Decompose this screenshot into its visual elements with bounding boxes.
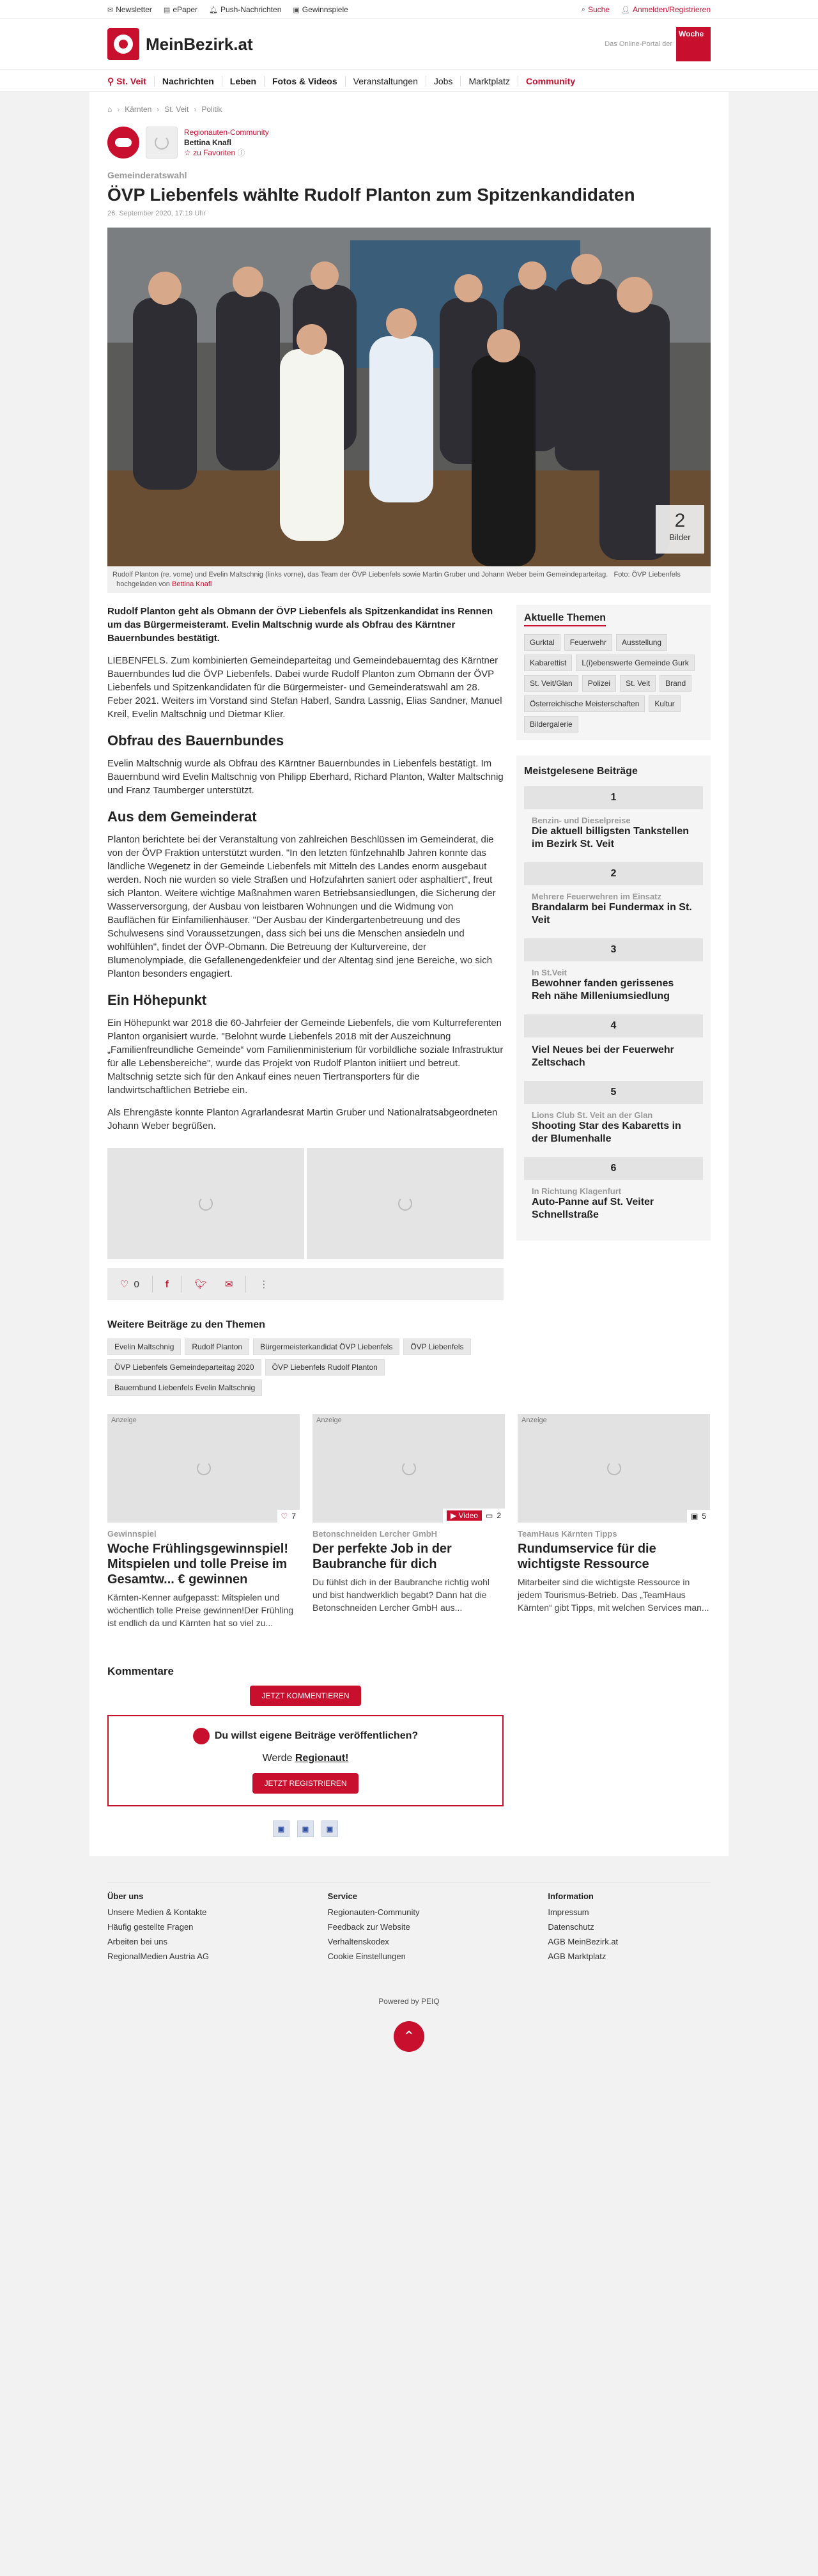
- woche-logo[interactable]: Das Online-Portal der Woche: [605, 27, 711, 61]
- footer-col-title: Service: [327, 1891, 357, 1901]
- register-box: Du willst eigene Beiträge veröffentlichen? Werde Regionaut! JETZT REGISTRIEREN: [107, 1715, 504, 1806]
- nav-jobs[interactable]: Jobs: [426, 76, 461, 86]
- video-badge: ▶ Video: [447, 1510, 482, 1521]
- ad-card[interactable]: Anzeige ▣ 5 TeamHaus Kärnten Tipps Rundumservice für die wichtigste Ressource Mitarbeiter sind die wichtigste Ressource in jedem Tourismus-Betrieb. Das „TeamHaus Kärnten“ gibt Tipps, mit welchen Services man...: [518, 1414, 710, 1629]
- footer-link[interactable]: Häufig gestellte Fragen: [107, 1922, 194, 1932]
- most-read-item[interactable]: 4 Viel Neues bei der Feuerwehr Zeltschach: [524, 1014, 703, 1075]
- more-vertical-icon: ⋮: [259, 1279, 269, 1290]
- heart-icon: ♡: [281, 1512, 288, 1521]
- footer-link[interactable]: Regionauten-Community: [327, 1907, 420, 1917]
- epaper-icon: ▤: [163, 6, 171, 14]
- group-photo: [107, 228, 711, 566]
- search-icon: ⌕: [581, 5, 585, 13]
- author-avatar[interactable]: [146, 127, 178, 159]
- mail-icon: ✉: [107, 6, 114, 14]
- image-caption: Rudolf Planton (re. vorne) und Evelin Maltschnig (links vorne), das Team der ÖVP Liebenfels sowie Martin Gruber und Johann Weber beim Gemeindeparteitag. Foto: ÖVP Liebenfels hochgeladen von Bettina Knafl: [107, 566, 711, 593]
- most-read-item[interactable]: 1 Benzin- und Dieselpreise Die aktuell billigsten Tankstellen im Bezirk St. Veit: [524, 786, 703, 856]
- facebook-share-button[interactable]: [153, 1276, 182, 1292]
- footer-link[interactable]: AGB Marktplatz: [548, 1951, 606, 1961]
- location-pin-icon: ⚲: [107, 76, 117, 86]
- loading-spinner-icon: [155, 136, 169, 150]
- loading-spinner-icon: [197, 1461, 211, 1475]
- nav-leben[interactable]: Leben: [222, 76, 265, 86]
- sidebar-topic-tag[interactable]: L(i)ebenswerte Gemeinde Gurk: [576, 655, 694, 671]
- sidebar-topic-tag[interactable]: Kultur: [649, 695, 680, 712]
- sidebar-topic-tag[interactable]: Bildergalerie: [524, 716, 578, 733]
- push-notifications-link[interactable]: 🔔︎ Push-Nachrichten: [209, 5, 282, 14]
- topic-tags: [107, 1338, 504, 1396]
- loading-spinner-icon: [402, 1461, 416, 1475]
- nav-nachrichten[interactable]: Nachrichten: [155, 76, 222, 86]
- site-logo[interactable]: MeinBezirk.at: [107, 28, 253, 60]
- chevron-up-icon: ⌃: [403, 2028, 415, 2044]
- article-subheading: Obfrau des Bauernbundes: [107, 733, 284, 749]
- heart-icon: ♡: [120, 1279, 129, 1290]
- gallery-thumb[interactable]: [107, 1148, 304, 1259]
- article-paragraph: Evelin Maltschnig wurde als Obfrau des Kärntner Bauernbundes in Liebenfels bestätigt. Im Bauernbund wird Evelin Maltschnig von Philipp Eberhard, Richard Planton, Walter Maltschnig und Franz Taumberger unterstützt.: [107, 758, 504, 796]
- gallery-thumb[interactable]: [307, 1148, 504, 1259]
- author-box: [107, 127, 711, 159]
- topic-tag[interactable]: Rudolf Planton: [185, 1338, 249, 1355]
- footer-link[interactable]: Cookie Einstellungen: [327, 1951, 406, 1961]
- article-body: [107, 605, 504, 1396]
- sidebar-topic-tag[interactable]: Gurktal: [524, 634, 560, 651]
- topic-tag[interactable]: Bauernbund Liebenfels Evelin Maltschnig: [107, 1379, 262, 1396]
- twitter-icon: 🐦︎: [194, 1279, 207, 1290]
- breadcrumb-st-veit[interactable]: St. Veit: [164, 105, 189, 114]
- article-paragraph: Als Ehrengäste konnte Planton Agrarlandesrat Martin Gruber und Nationalratsabgeordneten Johann Weber begrüßen.: [107, 1107, 498, 1131]
- sidebar-topic-tag[interactable]: St. Veit: [620, 675, 656, 692]
- hero-image[interactable]: [107, 228, 711, 566]
- uploader-link[interactable]: Bettina Knafl: [171, 580, 212, 588]
- powered-by[interactable]: Powered by PEIQ: [378, 1997, 440, 2006]
- ad-cards: [107, 1414, 711, 1629]
- register-button[interactable]: JETZT REGISTRIEREN: [252, 1773, 358, 1794]
- main-nav: [0, 69, 818, 92]
- footer-link[interactable]: Datenschutz: [548, 1922, 594, 1932]
- scroll-top-button[interactable]: [394, 2021, 424, 2052]
- sidebar: [516, 605, 711, 1396]
- epaper-link[interactable]: ▤ ePaper: [163, 5, 198, 14]
- nav-fotos-videos[interactable]: Fotos & Videos: [265, 76, 346, 86]
- footer-link[interactable]: Impressum: [548, 1907, 589, 1917]
- sidebar-topic-tag[interactable]: Brand: [660, 675, 691, 692]
- most-read-item[interactable]: 3 In St.Veit Bewohner fanden gerissenes Reh nähe Milleniumsiedlung: [524, 938, 703, 1008]
- article-container: [89, 92, 729, 1856]
- regionaut-icon: [193, 1728, 210, 1744]
- sidebar-topic-tag[interactable]: Polizei: [582, 675, 616, 692]
- top-bar: [0, 0, 818, 19]
- breadcrumb: ⌂ › Kärnten › St. Veit › Politik: [107, 105, 222, 114]
- comment-icon: ▭: [485, 1511, 493, 1520]
- footer-col-title: Über uns: [107, 1891, 144, 1901]
- newsletter-link[interactable]: ✉ Newsletter: [107, 5, 152, 14]
- email-share-button[interactable]: [212, 1276, 247, 1292]
- home-icon[interactable]: ⌂: [107, 105, 112, 114]
- loading-spinner-icon: [398, 1197, 412, 1211]
- loading-spinner-icon: [607, 1461, 621, 1475]
- topic-tag[interactable]: Evelin Maltschnig: [107, 1338, 181, 1355]
- more-topics-title: Weitere Beiträge zu den Themen: [107, 1319, 265, 1330]
- search-link[interactable]: ⌕ Suche: [581, 5, 610, 14]
- footer-link[interactable]: Feedback zur Website: [327, 1922, 410, 1932]
- most-read-title: Meistgelesene Beiträge: [524, 766, 638, 777]
- site-footer: [0, 1882, 818, 2052]
- breadcrumb-kaernten[interactable]: Kärnten: [125, 105, 152, 114]
- topic-tag[interactable]: ÖVP Liebenfels Gemeindeparteitag 2020: [107, 1359, 261, 1376]
- sidebar-topic-tag[interactable]: St. Veit/Glan: [524, 675, 578, 692]
- footer-link[interactable]: AGB MeinBezirk.at: [548, 1937, 619, 1946]
- bell-icon: 🔔︎: [209, 6, 218, 14]
- community-link[interactable]: Regionauten-Community: [184, 128, 269, 137]
- image-count-badge[interactable]: 2 Bilder: [656, 505, 704, 554]
- nav-location[interactable]: ⚲ St. Veit: [107, 76, 155, 86]
- comments-title: Kommentare: [107, 1665, 174, 1677]
- most-read: [516, 756, 711, 1241]
- ad-image: Anzeige ▶ Video ▭ 2: [313, 1414, 505, 1523]
- sidebar-topic-tag[interactable]: Kabarettist: [524, 655, 572, 671]
- current-topics: [516, 605, 711, 740]
- image-gallery: [107, 1148, 504, 1259]
- footer-col-title: Information: [548, 1891, 594, 1901]
- favorite-button[interactable]: ☆ zu Favoriten: [184, 148, 236, 157]
- article-date: 26. September 2020, 17:19 Uhr: [107, 210, 206, 217]
- article-lead: Rudolf Planton geht als Obmann der ÖVP Liebenfels als Spitzenkandidat ins Rennen um das Bürgermeisteramt. Evelin Maltschnig wurde als Obfrau des Kärntner Bauernbundes bestätigt.: [107, 606, 493, 644]
- most-read-item[interactable]: 6 In Richtung Klagenfurt Auto-Panne auf St. Veiter Schnellstraße: [524, 1157, 703, 1227]
- user-icon: 👤︎: [621, 6, 630, 14]
- sidebar-topic-tag[interactable]: Österreichische Meisterschaften: [524, 695, 645, 712]
- sidebar-topic-tag[interactable]: Ausstellung: [616, 634, 667, 651]
- like-button[interactable]: ♡ 0: [107, 1276, 153, 1292]
- article-paragraph: LIEBENFELS. Zum kombinierten Gemeindeparteitag und Gemeindebauerntag des Kärntner Bauernbundes lud die ÖVP Liebenfels. Dabei wurde Rudolf Planton zum Obmann der ÖVP Liebenfels und Spitzenkandidaten für die Bürgermeister- und Gemeinderatswahl am 28. Feber 2021. Weiters im Vorstand sind Stefan Haberl, Sandra Lassnig, Elias Sandner, Manuel Kreil, Evelin Maltschnig und Dietmar Klier.: [107, 655, 502, 720]
- facebook-icon: f: [165, 1278, 169, 1290]
- gewinnspiele-link[interactable]: ▣ Gewinnspiele: [293, 5, 348, 14]
- logo-icon: [107, 28, 139, 60]
- comments-section: [107, 1665, 504, 1837]
- nav-community[interactable]: Community: [526, 76, 576, 86]
- login-link[interactable]: 👤︎ Anmelden/Registrieren: [621, 5, 711, 14]
- topic-tag[interactable]: ÖVP Liebenfels Rudolf Planton: [265, 1359, 385, 1376]
- gift-icon: ▣: [293, 6, 300, 14]
- star-icon: ☆: [184, 148, 194, 157]
- placeholder-image-icon: ▣: [273, 1820, 289, 1837]
- community-avatar[interactable]: [107, 127, 139, 159]
- most-read-item[interactable]: 5 Lions Club St. Veit an der Glan Shooting Star des Kabaretts in der Blumenhalle: [524, 1081, 703, 1151]
- info-icon[interactable]: ⓘ: [237, 148, 245, 157]
- site-header: [0, 19, 818, 69]
- article-title: ÖVP Liebenfels wählte Rudolf Planton zum Spitzenkandidaten: [107, 185, 635, 205]
- twitter-share-button[interactable]: [182, 1276, 212, 1292]
- topic-tag[interactable]: ÖVP Liebenfels: [403, 1338, 470, 1355]
- regionaut-link[interactable]: Regionaut!: [295, 1753, 349, 1764]
- breadcrumb-politik[interactable]: Politik: [201, 105, 222, 114]
- article-paragraph: Ein Höhepunkt war 2018 die 60-Jahrfeier der Gemeinde Liebenfels, die vom Kulturreferenten Planton organisiert wurde. "Belohnt wurde Liebenfels 2018 mit der Auszeichnung „Familienfreundliche Gemeinde“ vom Familienministerium für vorbildliche soziale Infrastruktur für alle Lebensbereiche", wurde das Projekt von Rudolf Planton initiiert und betreut. Maltschnig setzte sich für den Ankauf eines neuen Tiertransporters für die landwirtschaftlichen Betriebe ein.: [107, 1018, 504, 1096]
- footer-link[interactable]: RegionalMedien Austria AG: [107, 1951, 209, 1961]
- woche-badge: Woche: [676, 27, 711, 61]
- loading-spinner-icon: [199, 1197, 213, 1211]
- footer-link[interactable]: Arbeiten bei uns: [107, 1937, 167, 1946]
- topic-tag[interactable]: Bürgermeisterkandidat ÖVP Liebenfels: [253, 1338, 399, 1355]
- comment-button[interactable]: JETZT KOMMENTIEREN: [250, 1686, 360, 1706]
- nav-veranstaltungen[interactable]: Veranstaltungen: [346, 76, 426, 86]
- mail-icon: ✉: [224, 1279, 233, 1290]
- footer-link[interactable]: Verhaltenskodex: [327, 1937, 389, 1946]
- ad-image: Anzeige ♡ 7: [107, 1414, 300, 1523]
- placeholder-image-icon: ▣: [297, 1820, 314, 1837]
- gallery-icon: ▣: [690, 1512, 698, 1521]
- article-subheading: Aus dem Gemeinderat: [107, 809, 257, 825]
- article-paragraph: Planton berichtete bei der Veranstaltung von zahlreichen Beschlüssen im Gemeinderat, die von der ÖVP Fraktion unterstützt wurden. "In den letzten fünfzehnahlb Jahren konnte das ländliche Wegenetz in der Gemeinde Liebenfels mit Mitteln des Landes enorm ausgebaut werden. Noch nie wurden so viele Straßen und Hofzufahrten saniert oder asphaltiert", freut sich Planton. Weitere wichtige Maßnahmen waren Betriebsansiedlungen, die Sicherung der Wasserversorgung, der Ausbau von leistbaren Wohnungen und die Widmung von Bauflächen für Einfamilienhäuser. "Der Ausbau der Kindergartenbetreuung und des Schulwesens sind Voraussetzungen, dass sich bei uns die Menschen ansiedeln und wohlfühlen", findet der ÖVP-Obmann. Die Betreuung der Kulturvereine, der Blumenolympiade, die Gefallenengedenkfeier und der Altentag sind jene Bereiche, wo sich Planton besonders engagiert.: [107, 834, 496, 979]
- placeholder-image-icon: ▣: [321, 1820, 338, 1837]
- most-read-item[interactable]: 2 Mehrere Feuerwehren im Einsatz Brandalarm bei Fundermax in St. Veit: [524, 862, 703, 932]
- ad-card[interactable]: Anzeige ♡ 7 Gewinnspiel Woche Frühlingsgewinnspiel! Mitspielen und tolle Preise im Gesamtw... € gewinnen Kärnten-Kenner aufgepasst: Mitspielen und wöchentlich tolle Preise gewinnen!Der Frühling ist endlich da und Kärnten hat so viel zu...: [107, 1414, 300, 1629]
- sidebar-topic-tag[interactable]: Feuerwehr: [564, 634, 612, 651]
- footer-link[interactable]: Unsere Medien & Kontakte: [107, 1907, 207, 1917]
- share-bar: [107, 1268, 504, 1300]
- current-topics-title: Aktuelle Themen: [524, 612, 606, 626]
- ad-card[interactable]: Anzeige ▶ Video ▭ 2 Betonschneiden Lercher GmbH Der perfekte Job in der Baubranche für dich Du fühlst dich in der Baubranche richtig wohl und bist handwerklich begabt? Dann hat die Betonschneiden Lercher GmbH aus...: [313, 1414, 505, 1629]
- author-name[interactable]: Bettina Knafl: [184, 138, 232, 147]
- article-kicker: Gemeinderatswahl: [107, 170, 187, 180]
- nav-marktplatz[interactable]: Marktplatz: [461, 76, 518, 86]
- article-subheading: Ein Höhepunkt: [107, 992, 207, 1008]
- more-options-button[interactable]: [246, 1276, 281, 1292]
- ad-image: Anzeige ▣ 5: [518, 1414, 710, 1523]
